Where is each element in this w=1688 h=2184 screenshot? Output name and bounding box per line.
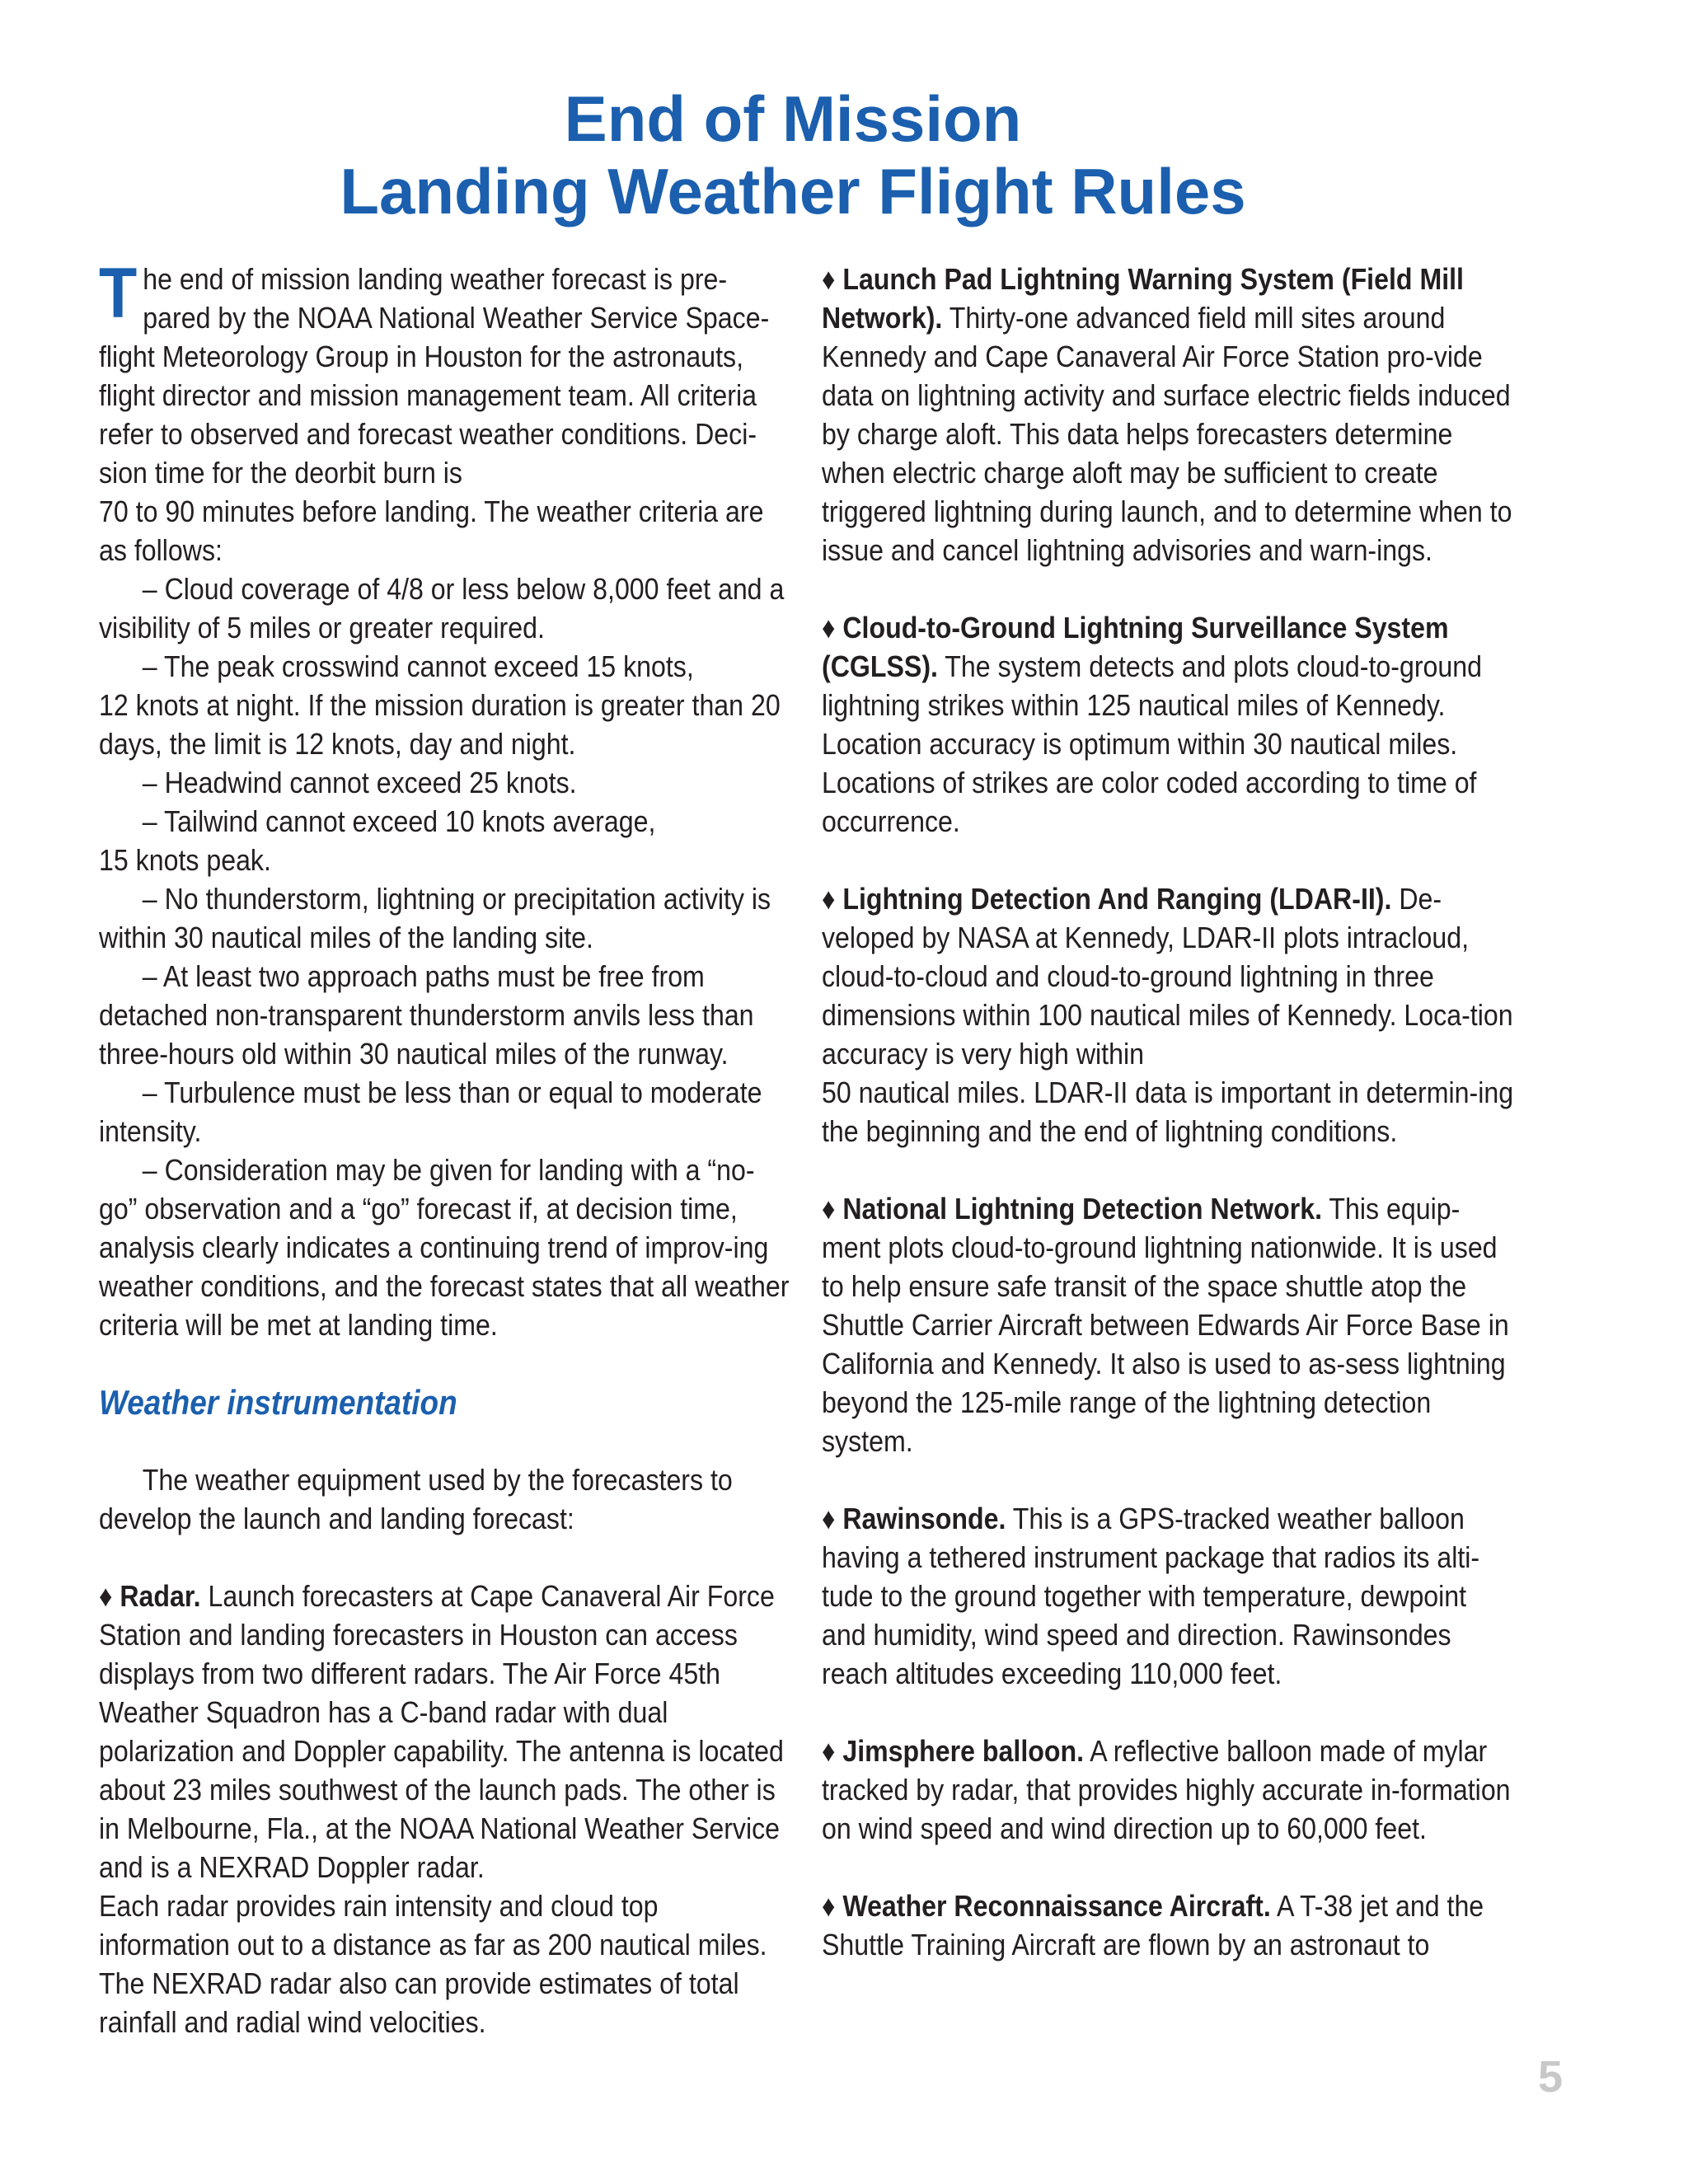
- instrument-recon-aircraft: [822, 1886, 1514, 1964]
- instrument-cglss: [822, 608, 1514, 841]
- criteria-item: – Cloud coverage of 4/8 or less below 8,000 feet and a visibility of 5 miles or greater required.: [99, 572, 785, 644]
- diamond-bullet-icon: ♦: [822, 1192, 836, 1226]
- instrument-text-cont: 50 nautical miles. LDAR-II data is important in determin-ing the beginning and the end of lightning conditions.: [822, 1076, 1514, 1148]
- diamond-bullet-icon: ♦: [822, 1734, 836, 1768]
- weather-section-intro: The weather equipment used by the forecasters to develop the launch and landing forecast:: [99, 1463, 733, 1535]
- diamond-bullet-icon: ♦: [822, 882, 836, 916]
- criteria-item: – Headwind cannot exceed 25 knots.: [142, 766, 577, 799]
- instrument-nldn: [822, 1189, 1514, 1460]
- page-number: 5: [1538, 2052, 1564, 2102]
- instrument-text: This equip-ment plots cloud-to-ground lightning nationwide. It is used to help ensure safe transit of the space shuttle atop the Shuttle Carrier Aircraft between Edwards Air Force Base in California and Kennedy. It also is used to as-sess lightning beyond the 125-mile range of the lightning detection system.: [822, 1192, 1509, 1458]
- instrument-name: Cloud-to-Ground Lightning Surveillance System (CGLSS).: [822, 611, 1449, 683]
- instrument-text: A T-38 jet and the Shuttle Training Aircraft are flown by an astronaut to: [822, 1889, 1484, 1961]
- diamond-bullet-icon: ♦: [99, 1579, 113, 1613]
- instrument-name: Lightning Detection And Ranging (LDAR-II).: [842, 882, 1392, 916]
- instrument-text: This is a GPS-tracked weather balloon having a tethered instrument package that radios its alti-tude to the ground together with temperature, dewpoint and humidity, wind speed and direction. Rawinsondes reach altitudes exceeding 110,000 feet.: [822, 1502, 1480, 1690]
- instrument-name: Radar.: [120, 1579, 201, 1613]
- intro-paragraph: [99, 254, 791, 492]
- criteria-item: – Turbulence must be less than or equal to moderate intensity.: [99, 1076, 762, 1148]
- criteria-item: – Consideration may be given for landing with a “no-go” observation and a “go” forecast if, at decision time, analysis clearly indicates a continuing trend of improv-ing weather conditions, and the forecast states that all weather criteria will be met at landing time.: [99, 1153, 790, 1342]
- criteria-item: 15 knots peak.: [99, 843, 271, 877]
- title-line-2: Landing Weather Flight Rules: [340, 155, 1246, 227]
- instrument-text: Launch forecasters at Cape Canaveral Air Force Station and landing forecasters in Houston can access displays from two different radars. The Air Force 45th Weather Squadron has a C-band radar with dual polarization and Doppler capability. The antenna is located about 23 miles southwest of the launch pads. The other is in Melbourne, Fla., at the NOAA National Weather Service and is a NEXRAD Doppler radar.: [99, 1579, 784, 1884]
- diamond-bullet-icon: ♦: [822, 262, 836, 296]
- intro-paragraph-cont: 70 to 90 minutes before landing. The weather criteria are as follows:: [99, 494, 764, 567]
- instrument-name: Weather Reconnaissance Aircraft.: [842, 1889, 1271, 1923]
- instrument-name: National Lightning Detection Network.: [842, 1192, 1323, 1226]
- instrument-ldar: [822, 879, 1514, 1073]
- criteria-item: 12 knots at night. If the mission duration is greater than 20 days, the limit is 12 knots, day and night.: [99, 688, 781, 761]
- instrument-radar: [99, 1577, 791, 1886]
- drop-cap: T: [99, 254, 138, 333]
- diamond-bullet-icon: ♦: [822, 1502, 836, 1535]
- page-title: [0, 82, 1586, 227]
- criteria-item: – No thunderstorm, lightning or precipitation activity is within 30 nautical miles of the landing site.: [99, 882, 771, 954]
- instrument-name: Launch Pad Lightning Warning System (Field Mill Network).: [822, 262, 1464, 335]
- instrument-name: Jimsphere balloon.: [842, 1734, 1085, 1768]
- intro-text: he end of mission landing weather forecast is pre-pared by the NOAA National Weather Service Space-flight Meteorology Group in Houston for the astronauts, flight director and mission management team. All criteria refer to observed and forecast weather conditions. Deci-sion time for the deorbit burn is: [99, 262, 770, 490]
- instrument-text: Thirty-one advanced field mill sites around Kennedy and Cape Canaveral Air Force Station pro-vide data on lightning activity and surface electric fields induced by charge aloft. This data helps forecasters determine when electric charge aloft may be sufficient to create triggered lightning during launch, and to determine when to issue and cancel lightning advisories and warn-ings.: [822, 301, 1512, 567]
- instrument-jimsphere: [822, 1732, 1514, 1848]
- criteria-item: – At least two approach paths must be free from detached non-transparent thunderstorm anvils less than three-hours old within 30 nautical miles of the runway.: [99, 959, 754, 1071]
- left-column: [99, 254, 791, 2041]
- diamond-bullet-icon: ♦: [822, 1889, 836, 1923]
- instrument-text: De-veloped by NASA at Kennedy, LDAR-II plots intracloud, cloud-to-cloud and cloud-to-ground lightning in three dimensions within 100 nautical miles of Kennedy. Loca-tion accuracy is very high within: [822, 882, 1513, 1071]
- section-heading-weather-instrumentation: Weather instrumentation: [99, 1383, 457, 1422]
- diamond-bullet-icon: ♦: [822, 611, 836, 644]
- criteria-item: – Tailwind cannot exceed 10 knots average,: [142, 804, 656, 838]
- instrument-text: A reflective balloon made of mylar tracked by radar, that provides highly accurate in-formation on wind speed and wind direction up to 60,000 feet.: [822, 1734, 1511, 1845]
- right-column: [822, 260, 1514, 1964]
- instrument-text: The system detects and plots cloud-to-ground lightning strikes within 125 nautical miles of Kennedy. Location accuracy is optimum within 30 nautical miles. Locations of strikes are color coded according to time of occurrence.: [822, 649, 1482, 838]
- instrument-field-mill: [822, 260, 1514, 569]
- instrument-text-cont: Each radar provides rain intensity and cloud top information out to a distance as far as 200 nautical miles. The NEXRAD radar also can provide estimates of total rainfall and radial wind velocities.: [99, 1889, 767, 2039]
- criteria-item: – The peak crosswind cannot exceed 15 knots,: [142, 649, 694, 683]
- title-line-1: End of Mission: [564, 82, 1022, 155]
- instrument-name: Rawinsonde.: [842, 1502, 1006, 1535]
- instrument-rawinsonde: [822, 1499, 1514, 1693]
